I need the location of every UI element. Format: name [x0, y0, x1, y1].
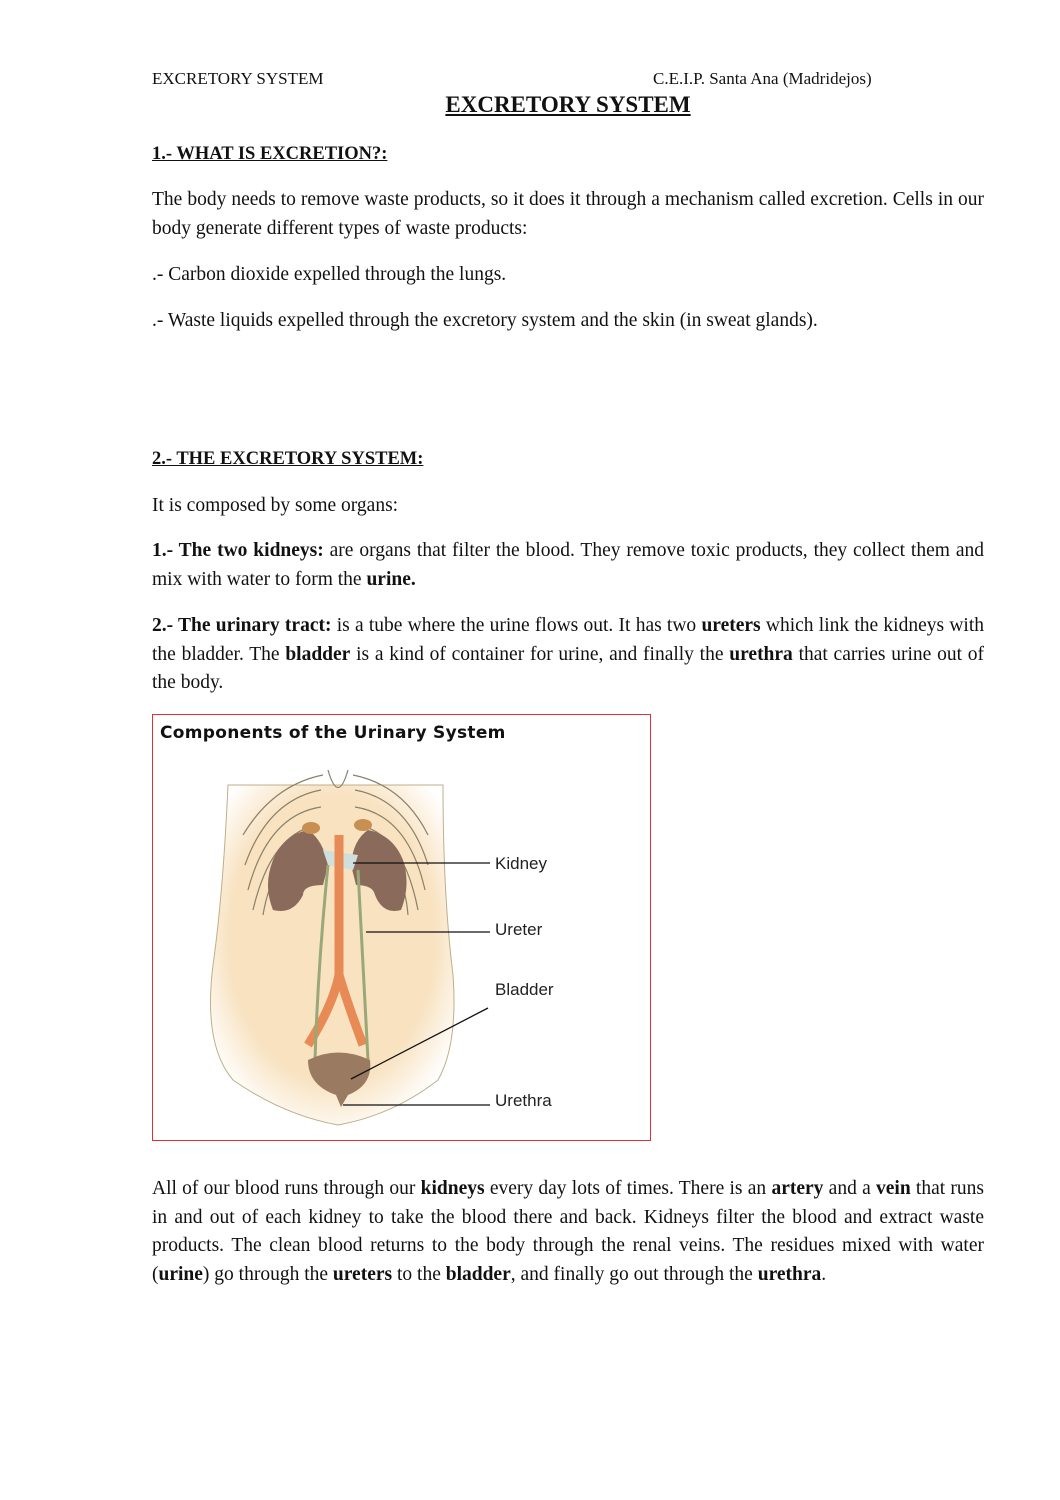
text-run: to the: [392, 1264, 446, 1286]
text-run: and a: [823, 1178, 876, 1199]
text-run: .: [821, 1264, 827, 1286]
closing-paragraph: [152, 1175, 984, 1290]
bold-term: vein: [876, 1178, 911, 1199]
bold-term: 2.- The urinary tract:: [152, 615, 332, 636]
text-run: is a tube where the urine flows out. It has two: [331, 615, 702, 636]
text-run: that carries urine out of the body.: [152, 643, 984, 694]
bold-term: artery: [771, 1178, 824, 1199]
paragraph: [152, 307, 984, 336]
text-run: ) go through the: [202, 1264, 333, 1286]
paragraph: [152, 186, 984, 243]
urinary-system-figure: [152, 714, 651, 1141]
bold-term: urine: [158, 1264, 203, 1286]
header-right: C.E.I.P. Santa Ana (Madridejos): [653, 69, 872, 88]
page-title: EXCRETORY SYSTEM: [445, 92, 691, 117]
paragraph: [152, 537, 984, 594]
text-run: The body needs to remove waste products, so it does it through a mechanism called excretion. Cells in our body generate different types of waste products:: [152, 189, 984, 239]
bold-term: bladder: [285, 643, 351, 665]
text-run: It is composed by some organs:: [152, 495, 399, 516]
text-run: every day lots of times. There is an: [484, 1178, 772, 1199]
label-ureter: Ureter: [495, 920, 543, 939]
bold-term: urethra: [757, 1264, 822, 1286]
bold-term: ureters: [332, 1264, 393, 1286]
bold-term: 1.- The two kidneys:: [152, 540, 324, 561]
label-bladder: Bladder: [495, 980, 554, 999]
bold-term: bladder: [445, 1264, 511, 1286]
section-heading: 2.- THE EXCRETORY SYSTEM:: [152, 449, 424, 469]
text-run: that runs in and out of each kidney to take the blood there and back. Kidneys filter the blood and extract waste products. The clean blood returns to the body through the renal veins. The residues mixed with water (: [152, 1178, 985, 1286]
text-run: are organs that filter the blood. They remove toxic products, they collect them and mix with water to form the: [152, 540, 984, 590]
paragraph: [152, 261, 984, 290]
label-kidney: Kidney: [495, 854, 547, 873]
text-run: which link the kidneys with the bladder. The: [152, 615, 984, 665]
bold-term: kidneys: [420, 1178, 485, 1199]
bold-term: urethra: [729, 643, 793, 665]
paragraph: [152, 612, 984, 698]
bold-term: urine.: [366, 568, 416, 590]
label-urethra: Urethra: [495, 1091, 552, 1110]
text-run: .- Carbon dioxide expelled through the lungs.: [152, 264, 507, 285]
text-run: .- Waste liquids expelled through the excretory system and the skin (in sweat glands).: [152, 310, 818, 331]
urinary-system-illustration: [153, 715, 650, 1140]
text-run: , and finally go out through the: [510, 1264, 758, 1286]
header-left: EXCRETORY SYSTEM: [152, 69, 324, 88]
section-heading: 1.- WHAT IS EXCRETION?:: [152, 144, 388, 164]
text-run: is a kind of container for urine, and finally the: [350, 643, 730, 665]
bold-term: ureters: [701, 615, 761, 636]
text-run: All of our blood runs through our: [152, 1178, 421, 1199]
figure-title: Components of the Urinary System: [160, 723, 506, 743]
paragraph: [152, 492, 984, 521]
